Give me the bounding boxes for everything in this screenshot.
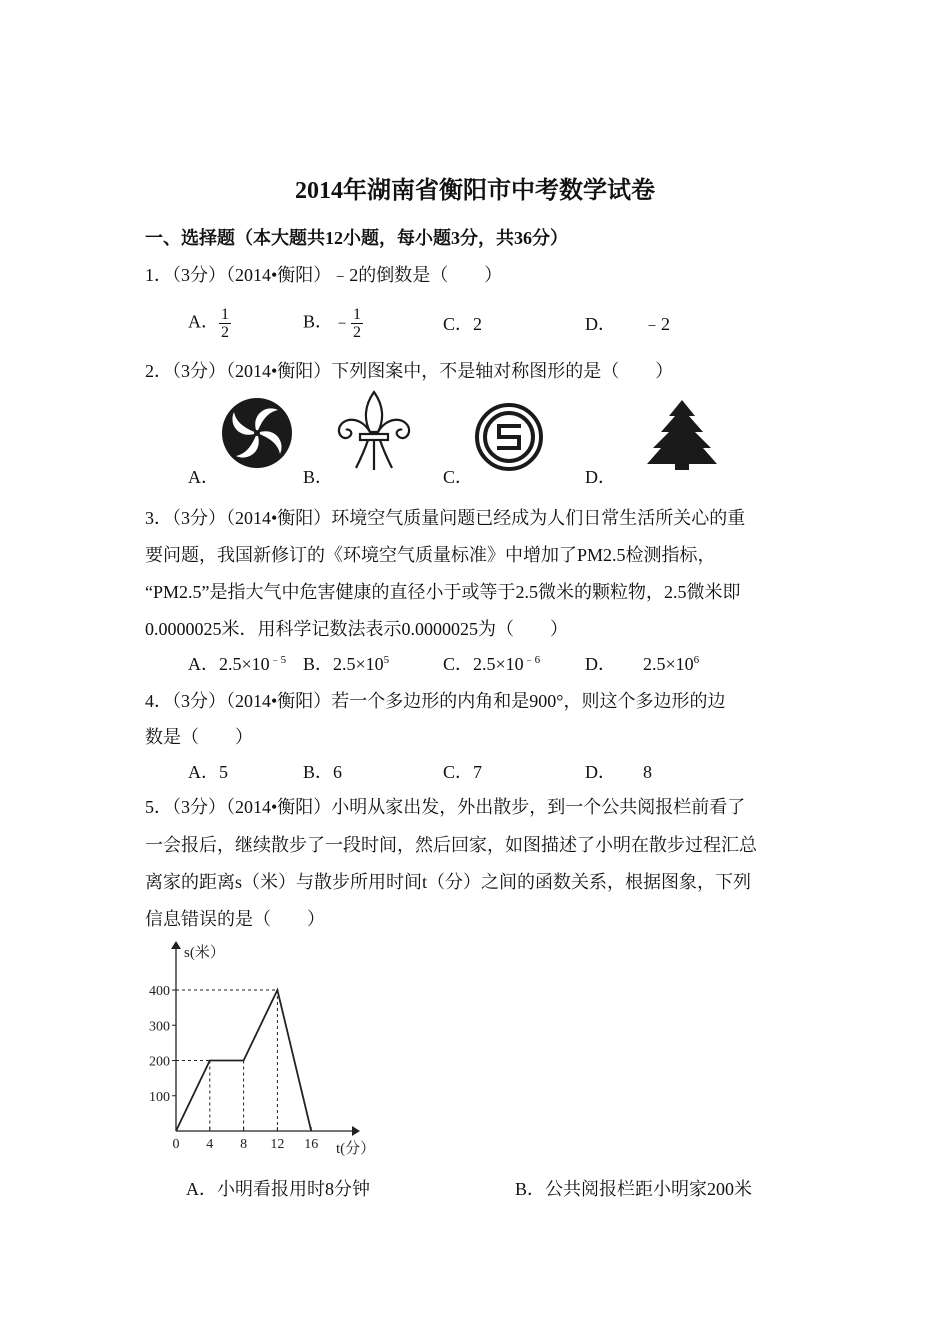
q4-line-1: 4．（3分）（2014•衡阳）若一个多边形的内角和是900°，则这个多边形的边: [145, 691, 726, 711]
q5-line-2: 一会报后，继续散步了一段时间，然后回家，如图描述了小明在散步过程汇总: [145, 835, 757, 855]
x-tick-label: 16: [304, 1137, 319, 1152]
x-tick-label: 4: [206, 1137, 214, 1152]
q5-line-1: 5．（3分）（2014•衡阳）小明从家出发，外出散步，到一个公共阅报栏前看了: [145, 797, 746, 817]
swirl-figure-icon: [220, 396, 294, 470]
q3-option-b[interactable]: B．$2.5\times 10^5$: [303, 654, 390, 674]
distance-time-graph: [130, 935, 390, 1165]
q4-option-b[interactable]: B．6: [303, 762, 343, 782]
q2-option-b[interactable]: B．: [303, 467, 334, 487]
q3-option-a[interactable]: A．$2.5\times 10^{﹣5}$: [188, 654, 287, 674]
q3-line-1: 3．（3分）（2014•衡阳）环境空气质量问题已经成为人们日常生活所关心的重: [145, 508, 746, 528]
q4-line-2: 数是（ ）: [145, 727, 253, 747]
q1-option-a-fraction: $\frac{1}{2}$: [221, 306, 229, 341]
q2-stem: 2．（3分）（2014•衡阳）下列图案中，不是轴对称图形的是（ ）: [145, 361, 674, 381]
tree-figure-icon: [645, 398, 719, 472]
y-tick-label: 200: [149, 1054, 170, 1070]
q2-option-a[interactable]: A．: [188, 467, 219, 487]
q4-option-a[interactable]: A．5: [188, 762, 228, 782]
q3-option-c[interactable]: C．$2.5\times 10^{﹣6}$: [443, 654, 541, 674]
section-heading: 一、选择题（本大题共12小题，每小题3分，共36分）: [145, 228, 568, 248]
q1-option-a-label: A．: [188, 311, 219, 332]
bank-logo-icon: [474, 402, 544, 472]
x-tick-label: 0: [172, 1137, 180, 1152]
y-tick-label: 300: [149, 1019, 170, 1035]
q5-option-a[interactable]: A．小明看报用时8分钟: [186, 1179, 370, 1199]
q3-option-d[interactable]: D． $2.5\times 10^6$: [585, 654, 700, 674]
x-tick-label: 12: [270, 1137, 285, 1152]
q3-line-3: “PM2.5”是指大气中危害健康的直径小于或等于2.5微米的颗粒物，2.5微米即: [145, 582, 741, 602]
fleur-de-lis-icon: [334, 388, 414, 472]
q5-line-4: 信息错误的是（ ）: [145, 909, 325, 929]
q1-option-b-fraction: $\frac{1}{2}$: [353, 306, 362, 341]
x-axis-label: t(分）: [336, 1141, 376, 1157]
q1-option-a[interactable]: [188, 306, 231, 341]
q1-stem: 1．（3分）（2014•衡阳）﹣2的倒数是（ ）: [145, 265, 503, 285]
x-tick-label: 8: [240, 1137, 248, 1152]
q4-option-d[interactable]: D． 8: [585, 762, 652, 782]
q1-option-b-label: B．: [303, 311, 334, 332]
q1-option-b[interactable]: B．﹣ $\frac{1}{2}$: [303, 306, 362, 341]
q5-option-b[interactable]: B．公共阅报栏距小明家200米: [515, 1179, 753, 1199]
y-axis-label: s(米）: [184, 945, 225, 961]
q2-option-c[interactable]: C．: [443, 467, 474, 487]
y-axis-arrow-icon: [171, 941, 181, 949]
q3-line-4: 0.0000025米．用科学记数法表示0.0000025为（ ）: [145, 619, 568, 639]
y-tick-label: 100: [149, 1089, 170, 1105]
q3-line-2: 要问题，我国新修订的《环境空气质量标准》中增加了PM2.5检测指标，: [145, 545, 716, 565]
y-tick-label: 400: [149, 984, 170, 999]
page-title: 2014年湖南省衡阳市中考数学试卷: [295, 178, 655, 204]
x-axis-arrow-icon: [352, 1126, 360, 1136]
q1-option-d[interactable]: D． ﹣2: [585, 314, 670, 334]
q4-option-c[interactable]: C．7: [443, 762, 483, 782]
q2-option-d[interactable]: D．: [585, 467, 616, 487]
q1-option-c[interactable]: C．2: [443, 314, 483, 334]
q5-line-3: 离家的距离s（米）与散步所用时间t（分）之间的函数关系，根据图象，下列: [145, 872, 752, 892]
